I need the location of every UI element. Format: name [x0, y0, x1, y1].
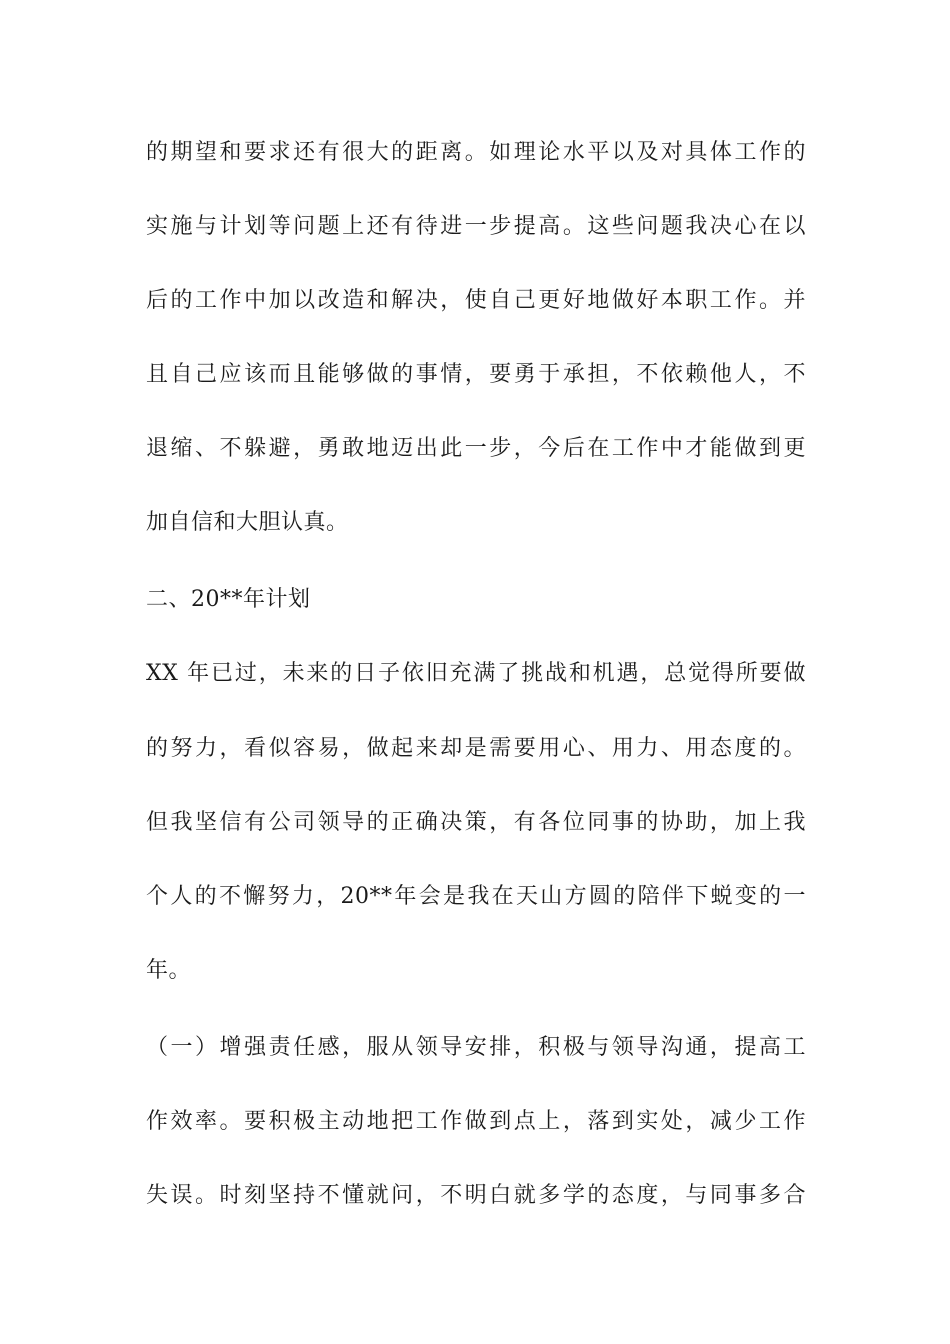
text-line-15: 失误。时刻坚持不懂就问，不明白就多学的态度，与同事多合 — [146, 1183, 806, 1208]
text-line-10: 但我坚信有公司领导的正确决策，有各位同事的协助，加上我 — [146, 810, 806, 835]
text-line-12: 年。 — [146, 958, 192, 983]
text-line-5: 退缩、不躲避，勇敢地迈出此一步，今后在工作中才能做到更 — [146, 436, 806, 461]
text-line-13: （一）增强责任感，服从领导安排，积极与领导沟通，提高工 — [146, 1035, 806, 1060]
text-line-1: 的期望和要求还有很大的距离。如理论水平以及对具体工作的 — [146, 140, 806, 165]
text-line-6: 加自信和大胆认真。 — [146, 510, 349, 535]
text-line-9: 的努力，看似容易，做起来却是需要用心、用力、用态度的。 — [146, 736, 806, 761]
text-line-3: 后的工作中加以改造和解决，使自己更好地做好本职工作。并 — [146, 288, 806, 313]
text-line-11: 个人的不懈努力，20**年会是我在天山方圆的陪伴下蜕变的一 — [146, 884, 806, 909]
text-line-2: 实施与计划等问题上还有待进一步提高。这些问题我决心在以 — [146, 214, 806, 239]
text-line-8: XX 年已过，未来的日子依旧充满了挑战和机遇，总觉得所要做 — [146, 661, 806, 686]
section-heading: 二、20**年计划 — [146, 587, 311, 612]
text-line-4: 且自己应该而且能够做的事情，要勇于承担，不依赖他人，不 — [146, 362, 806, 387]
text-line-14: 作效率。要积极主动地把工作做到点上，落到实处，减少工作 — [146, 1109, 806, 1134]
